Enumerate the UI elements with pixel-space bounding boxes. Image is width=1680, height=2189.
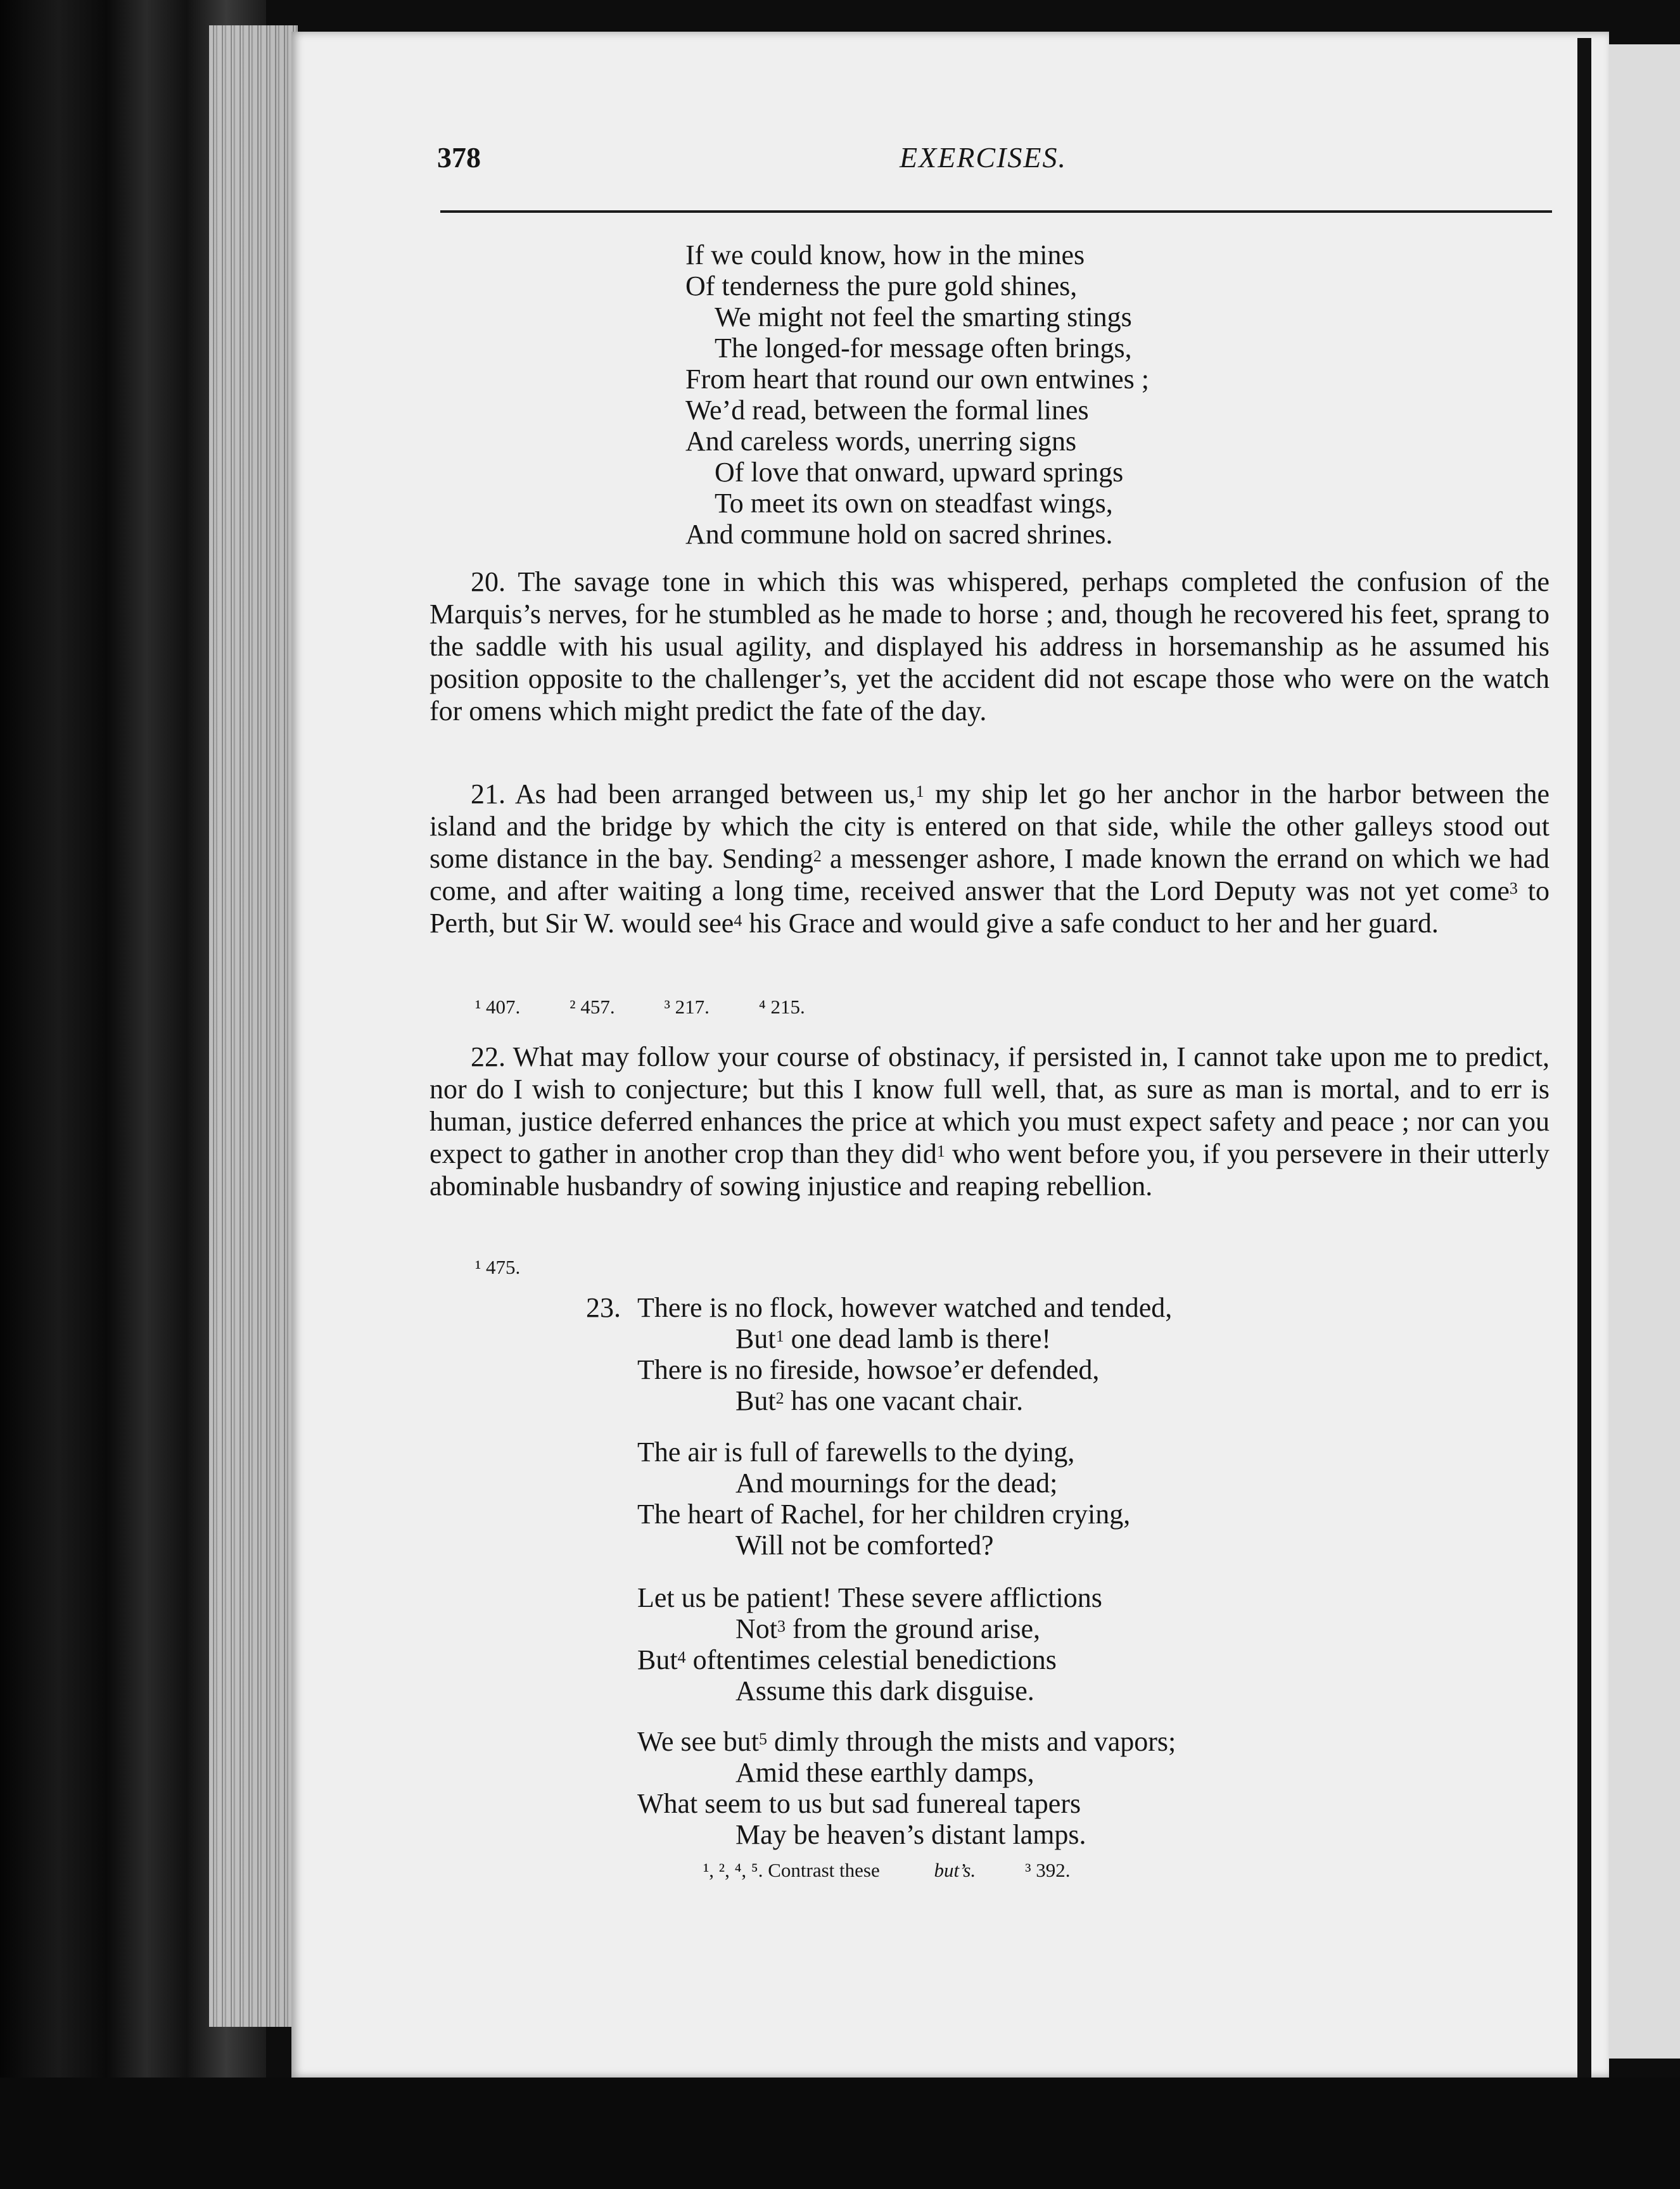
verse-line: And commune hold on sacred shrines. — [685, 519, 1113, 550]
text-run: ¹, ², ⁴, ⁵. Contrast these — [703, 1859, 885, 1881]
text-run: But — [637, 1644, 678, 1675]
verse-line: Amid these earthly damps, — [735, 1757, 1034, 1788]
verse-line: Let us be patient! These severe afflictions — [637, 1582, 1102, 1613]
footnote: ² 457. — [570, 996, 615, 1018]
footnote: ⁴ 215. — [758, 996, 805, 1018]
footnote: ³ 217. — [664, 996, 710, 1018]
page-leaves — [209, 25, 298, 2027]
verse-line: What seem to us but sad funereal tapers — [637, 1788, 1081, 1819]
poem-23-stanza-2 — [637, 1437, 1130, 1561]
verse-line: The air is full of farewells to the dying, — [637, 1437, 1075, 1468]
verse-line: Of tenderness the pure gold shines, — [685, 270, 1078, 301]
footnote: ¹ 475. — [475, 1256, 521, 1278]
verse-line: Assume this dark disguise. — [735, 1675, 1034, 1706]
verse-line — [637, 1644, 1102, 1675]
footnote-ref: 4 — [734, 911, 742, 930]
footnote-ref: 2 — [813, 847, 822, 865]
verse-line: We might not feel the smarting stings — [715, 301, 1132, 333]
text-run: 22. What may follow your course of obstinacy, if persisted in, I cannot take upon me to predict, nor do I wish to conjecture; but this I know full well, that, as sure as man is mortal, and to err is human, justice deferred enhances the price at which you must expect safety and peace ; nor can you expect to gather in another crop than they did — [430, 1041, 1550, 1169]
verse-line — [637, 1323, 1172, 1354]
text-run: my ship let go her anchor in the harbor between the island and the bridge by which the city is entered on that side, while the other galleys stood out some distance in the bay. Sending — [430, 778, 1550, 874]
footnotes-21 — [475, 996, 855, 1018]
text-run: to Perth, but Sir W. would see — [430, 875, 1550, 939]
gutter-shadow — [1577, 38, 1591, 2078]
footnote-ref: 2 — [775, 1389, 784, 1407]
footnote-ref: 1 — [915, 782, 924, 801]
footnote — [703, 1859, 976, 1881]
verse-line: From heart that round our own entwines ; — [685, 364, 1149, 395]
poem-19 — [685, 239, 1149, 550]
verse-line: And mournings for the dead; — [735, 1468, 1058, 1499]
text-run: but’s. — [934, 1859, 976, 1881]
verse-line: The longed-for message often brings, — [715, 333, 1132, 364]
poem-23-number: 23. — [586, 1292, 621, 1323]
text-run: oftentimes celestial benedictions — [685, 1644, 1057, 1675]
text-run: who went before you, if you persevere in their utterly abominable husbandry of sowing injustice and reaping rebellion. — [430, 1138, 1550, 1202]
text-run: a messenger ashore, I made known the errand on which we had come, and after waiting a long time, received answer that the Lord Deputy was not yet come — [430, 843, 1550, 906]
text-run: But — [735, 1323, 776, 1354]
running-title: EXERCISES. — [900, 141, 1067, 174]
text-run: dimly through the mists and vapors; — [767, 1726, 1176, 1757]
text-run: one dead lamb is there! — [784, 1323, 1052, 1354]
verse-line: The heart of Rachel, for her children crying, — [637, 1499, 1131, 1530]
footnote-ref: 3 — [777, 1617, 786, 1635]
verse-line — [637, 1385, 1172, 1416]
text-run: 21. As had been arranged between us, — [471, 778, 916, 809]
footnotes-22 — [475, 1256, 570, 1279]
poem-23-stanza-4 — [637, 1726, 1176, 1850]
scan-background — [0, 2078, 1680, 2189]
exercise-22 — [430, 1041, 1550, 1202]
footnote-ref: 3 — [1509, 879, 1518, 898]
verse-line: To meet its own on steadfast wings, — [715, 488, 1113, 519]
footnote: ³ 392. — [1025, 1859, 1071, 1881]
footnote: ¹ 407. — [475, 996, 521, 1018]
text-run: We see but — [637, 1726, 759, 1757]
verse-line: And careless words, unerring signs — [685, 426, 1077, 457]
verse-line: Will not be comforted? — [735, 1530, 994, 1561]
verse-line: We’d read, between the formal lines — [685, 395, 1089, 426]
footnote-ref: 4 — [677, 1648, 686, 1666]
text-run: has one vacant chair. — [784, 1385, 1024, 1416]
verse-line: There is no flock, however watched and tended, — [637, 1292, 1173, 1323]
verse-line: Of love that onward, upward springs — [715, 457, 1124, 488]
exercise-20: 20. The savage tone in which this was whispered, perhaps completed the confusion of the Marquis’s nerves, for he stumbled as he made to horse ; and, though he recovered his feet, sprang to the saddle with his usual agility, and displayed his address in horsemanship as he assumed his position opposite to the challenger’s, yet the accident did not escape those who were on the watch for omens which might predict the fate of the day. — [430, 566, 1550, 726]
verse-line: May be heaven’s distant lamps. — [735, 1819, 1086, 1850]
footnote-ref: 1 — [775, 1327, 784, 1345]
footnotes-23 — [703, 1859, 1120, 1882]
poem-23-stanza-3 — [637, 1582, 1102, 1706]
verse-line: There is no fireside, howsoe’er defended, — [637, 1354, 1100, 1385]
text-run: his Grace and would give a safe conduct to her and her guard. — [742, 908, 1439, 939]
page-number: 378 — [437, 141, 481, 174]
verse-line — [637, 1613, 1102, 1644]
text-run: But — [735, 1385, 776, 1416]
footnote-ref: 5 — [758, 1730, 767, 1748]
verse-line — [637, 1726, 1176, 1757]
footnote-ref: 1 — [936, 1142, 945, 1160]
header-rule — [440, 210, 1552, 213]
text-run: Not — [735, 1613, 777, 1644]
poem-23-stanza-1 — [637, 1292, 1172, 1416]
exercise-21 — [430, 778, 1550, 939]
text-run: from the ground arise, — [786, 1613, 1040, 1644]
verse-line: If we could know, how in the mines — [685, 239, 1085, 270]
